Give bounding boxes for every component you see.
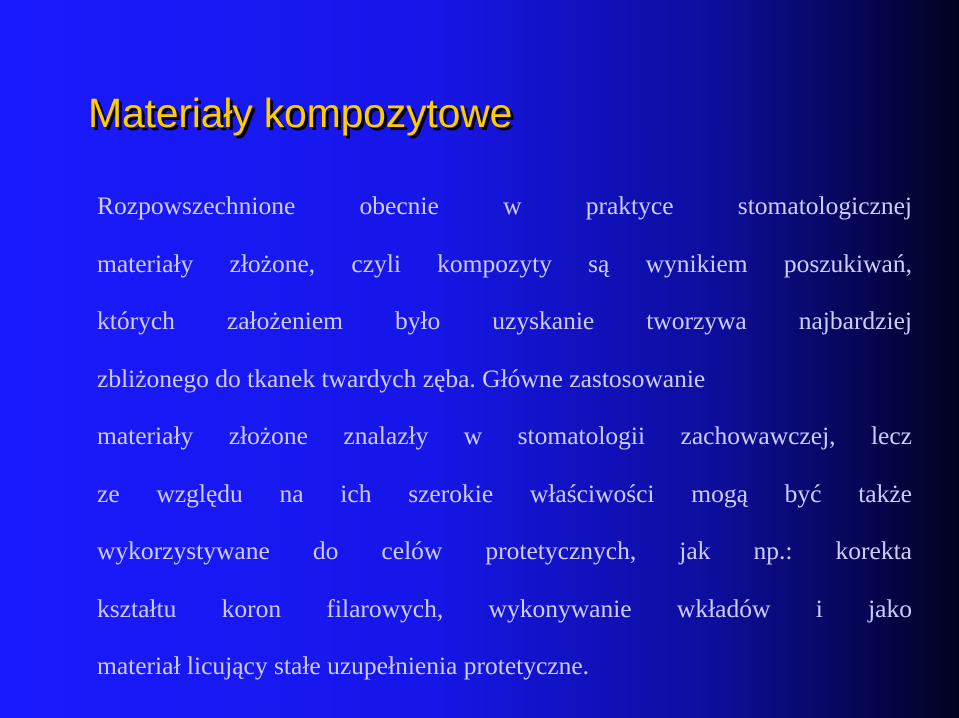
body-line: Rozpowszechnione obecnie w praktyce stomatologicznej: [97, 191, 912, 220]
body-line: wykorzystywane do celów protetycznych, jak np.: korekta: [97, 536, 912, 565]
body-line: kształtu koron filarowych, wykonywanie wkładów i jako: [97, 593, 912, 623]
slide-title: Materiały kompozytowe: [88, 90, 513, 136]
slide-body: [97, 177, 912, 695]
body-line: materiały złożone, czyli kompozyty są wynikiem poszukiwań,: [97, 248, 912, 278]
body-line: których założeniem było uzyskanie tworzywa najbardziej: [97, 306, 912, 335]
body-line: materiały złożone znalazły w stomatologii zachowawczej, lecz: [97, 421, 912, 450]
body-line: ze względu na ich szerokie właściwości mogą być także: [97, 478, 912, 508]
body-line: zbliżonego do tkanek twardych zęba. Główne zastosowanie: [97, 363, 706, 393]
body-line: materiał licujący stałe uzupełnienia protetyczne.: [97, 651, 590, 680]
